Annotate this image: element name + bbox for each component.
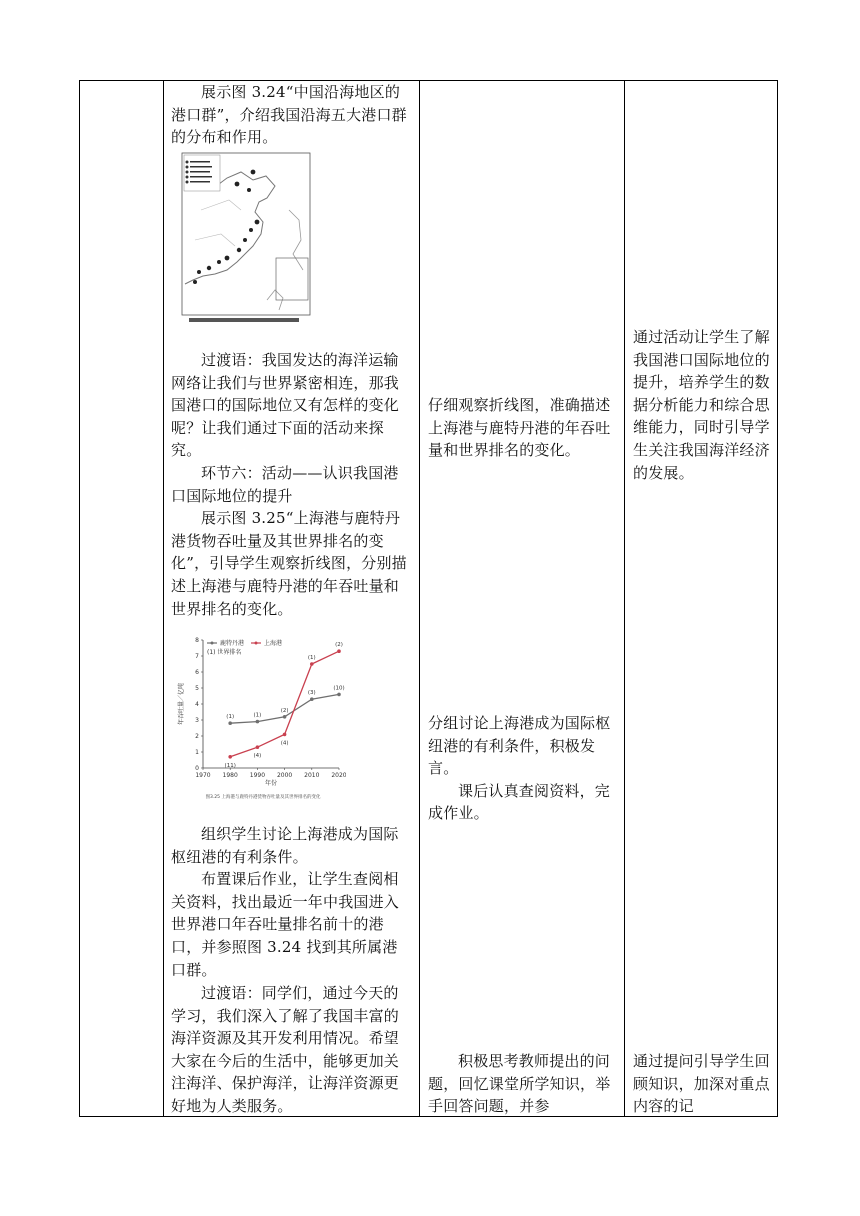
y-tick-label: 8 xyxy=(195,637,199,645)
rank-label: (4) xyxy=(253,753,262,760)
rank-label: (4) xyxy=(280,740,289,747)
y-tick-label: 0 xyxy=(195,765,199,773)
table-border-col2 xyxy=(419,80,420,1117)
paragraph: 课后认真查阅资料，完成作业。 xyxy=(428,781,611,823)
y-tick-label: 2 xyxy=(195,733,199,741)
data-point xyxy=(228,755,232,759)
paragraph: 布置课后作业，让学生查阅相关资料，找出最近一年中我国进入世界港口年吞吐量排名前十的港口，并参照图 3.24 找到其所属港口群。 xyxy=(171,870,400,979)
data-point xyxy=(337,693,341,697)
paragraph: 展示图 3.24“中国沿海地区的港口群”，介绍我国沿海五大港口群的分布和作用。 xyxy=(171,83,407,147)
paragraph: 过渡语：同学们，通过今天的学习，我们深入了解了我国丰富的海洋资源及其开发利用情况。希望大家在今后的生活中，能够更加关注海洋、保护海洋，让海洋资源更好地为人类服务。 xyxy=(171,984,400,1115)
paragraph: 展示图 3.25“上海港与鹿特丹港货物吞吐量及其世界排名的变化”，引导学生观察折线图，分别描述上海港与鹿特丹港的年吞吐量和世界排名的变化。 xyxy=(171,509,407,618)
data-point xyxy=(310,697,314,701)
port-map-figure xyxy=(171,150,311,328)
design-intent-review xyxy=(633,1050,773,1118)
y-tick-label: 7 xyxy=(195,653,199,661)
throughput-line-chart xyxy=(171,628,346,800)
y-tick-label: 3 xyxy=(195,717,199,725)
x-tick-label: 1970 xyxy=(195,772,211,779)
paragraph: 积极思考教师提出的问题，回忆课堂所学知识，举手回答问题，并参 xyxy=(428,1052,611,1116)
rank-label: (1) xyxy=(226,714,235,721)
paragraph: 通过活动让学生了解我国港口国际地位的提升，培养学生的数据分析能力和综合思维能力，同时引导学生关注我国海洋经济的发展。 xyxy=(633,328,770,482)
table-border-col3 xyxy=(624,80,625,1117)
teacher-activity-intro xyxy=(171,81,409,149)
data-point xyxy=(256,720,260,724)
legend-marker xyxy=(211,642,214,645)
legend-marker xyxy=(255,642,258,645)
table-border-left xyxy=(79,80,80,1117)
design-intent-activity xyxy=(633,326,773,484)
x-tick-label: 2020 xyxy=(331,772,346,779)
x-tick-label: 1980 xyxy=(222,772,238,779)
teacher-activity-transition xyxy=(171,349,409,620)
data-point xyxy=(228,721,232,725)
paragraph: 环节六：活动——认识我国港口国际地位的提升 xyxy=(171,463,399,505)
data-point xyxy=(310,662,314,666)
paragraph: 仔细观察折线图，准确描述上海港与鹿特丹港的年吞吐量和世界排名的变化。 xyxy=(428,396,611,460)
y-tick-label: 1 xyxy=(195,749,199,757)
legend-note: (1) 世界排名 xyxy=(207,649,242,656)
rank-label: (1) xyxy=(253,712,262,719)
y-axis-label: 年吞吐量／亿吨 xyxy=(178,682,185,726)
port-map-image xyxy=(171,150,311,328)
legend-label: 上海港 xyxy=(264,640,283,647)
data-point xyxy=(256,745,260,749)
x-tick-label: 1990 xyxy=(249,772,266,779)
rank-label: (10) xyxy=(333,685,345,692)
y-tick-label: 4 xyxy=(195,701,199,709)
data-point xyxy=(283,733,287,737)
student-activity-answer xyxy=(428,1050,616,1118)
paragraph: 组织学生讨论上海港成为国际枢纽港的有利条件。 xyxy=(171,825,399,866)
teacher-activity-summary xyxy=(171,982,409,1118)
teacher-activity-discussion xyxy=(171,823,409,981)
x-tick-label: 2010 xyxy=(304,772,320,779)
y-tick-label: 6 xyxy=(195,669,199,677)
legend-label: 鹿特丹港 xyxy=(220,640,245,647)
paragraph: 过渡语：我国发达的海洋运输网络让我们与世界紧密相连，那我国港口的国际地位又有怎样的变化呢？让我们通过下面的活动来探究。 xyxy=(171,351,400,460)
port-chart-figure xyxy=(171,628,346,800)
student-activity-discuss xyxy=(428,712,616,825)
student-activity-observe xyxy=(428,394,616,462)
rank-label: (11) xyxy=(224,762,236,769)
rank-label: (2) xyxy=(335,642,343,649)
table-border-right xyxy=(777,80,778,1117)
data-point xyxy=(337,649,341,653)
y-tick-label: 5 xyxy=(195,685,199,693)
data-point xyxy=(283,715,287,719)
rank-label: (2) xyxy=(280,707,289,714)
rank-label: (3) xyxy=(307,690,316,697)
chart-caption: 图3.25 上海港与鹿特丹港货物吞吐量及其世界排名的变化 xyxy=(205,795,321,800)
x-tick-label: 2000 xyxy=(276,772,293,779)
rank-label: (1) xyxy=(307,655,316,661)
x-axis-label: 年份 xyxy=(264,780,278,787)
table-border-col1 xyxy=(163,80,164,1117)
paragraph: 通过提问引导学生回顾知识，加深对重点内容的记 xyxy=(633,1052,770,1116)
paragraph: 分组讨论上海港成为国际枢纽港的有利条件，积极发言。 xyxy=(428,714,611,778)
